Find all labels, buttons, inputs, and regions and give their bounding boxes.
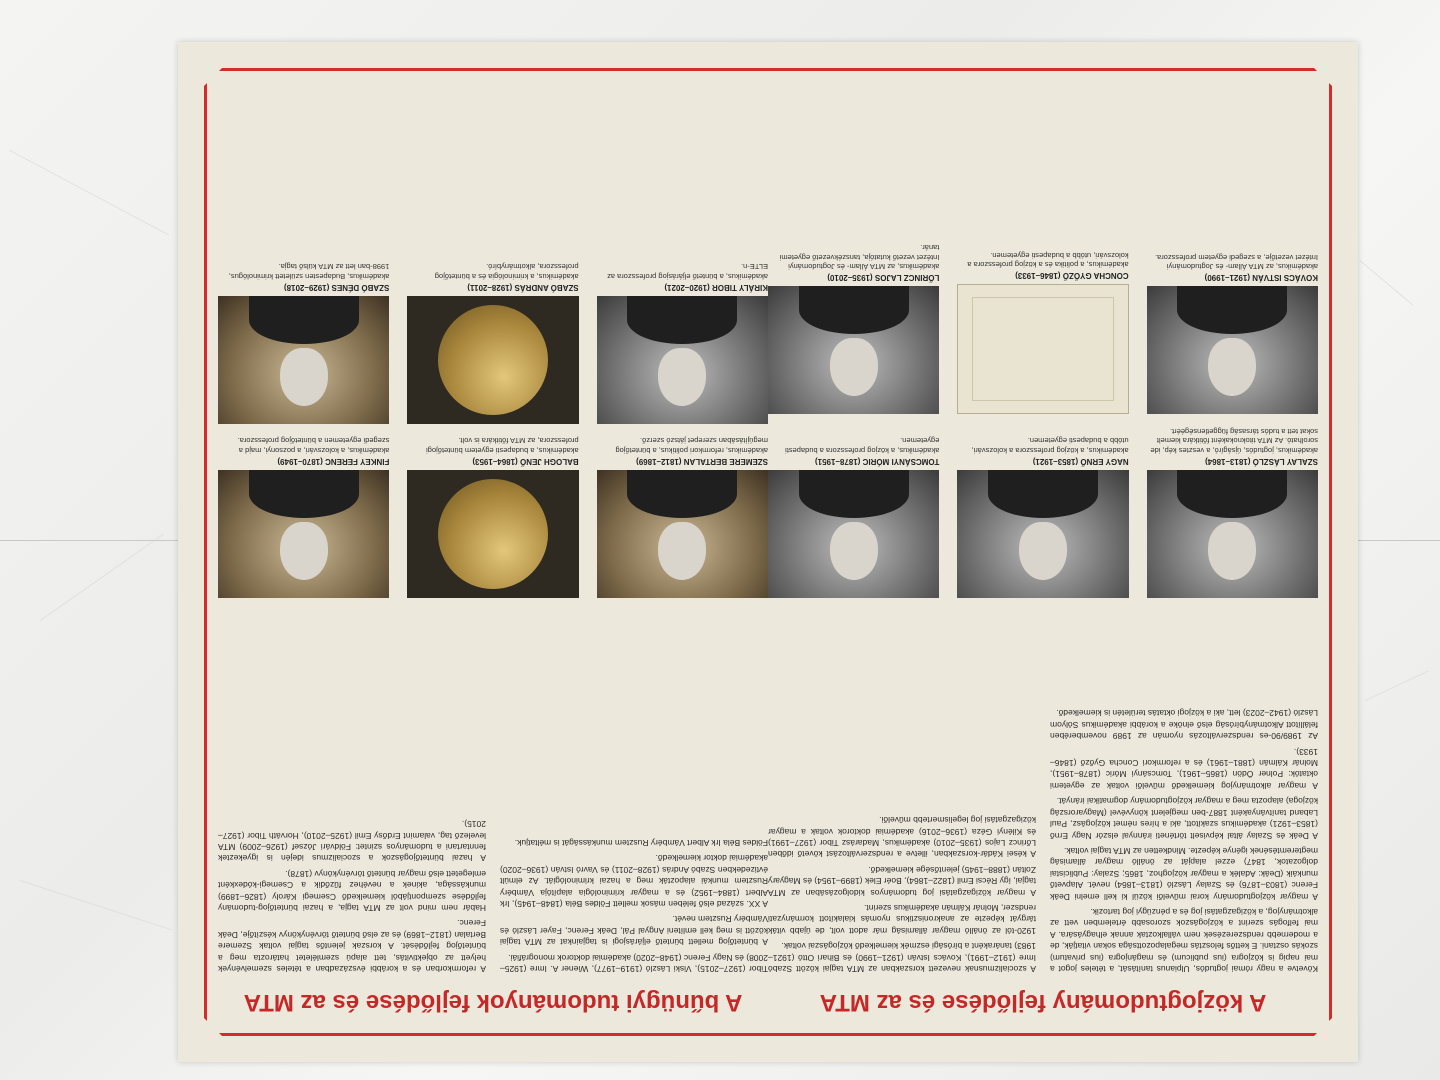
paragraph: Habár nem mind volt az MTA tagja, a hazai büntetőjog-tudomány fejlődése szempontjából kiemelkedő Csemegi Károly (1826–1899) munkássága, akinek a nevéhez fűződik a Csemegi-kódexként emlegetett első magyar büntető törvénykönyv (1878).	[218, 868, 486, 913]
portrait-photo	[957, 470, 1128, 598]
portrait-card	[597, 262, 768, 424]
paragraph: A magyar alkotmányjog kiemelkedő művelői voltak az egyetemi oktatók: Polner Ödön (1865–1961), Tomcsányi Móric (1878–1951), Molnár Kálmán (1881–1961) és a reformkori Concha Győző (1846–1933).	[1050, 746, 1318, 791]
portrait-caption: akadémikus, a politika és a közjog professzora a kolozsvári, utóbb a budapesti egyetemen.	[967, 251, 1129, 270]
portrait-photo	[597, 296, 768, 424]
portrait-card	[957, 427, 1128, 599]
portrait-card	[1147, 243, 1318, 415]
criminal-science-text-column	[500, 614, 768, 974]
portrait-card	[597, 436, 768, 598]
paragraph: A magyar közigazgatási jog tudományos kidolgozásában az MTA tagjai, így Récsi Emil (1822–1864), Boér Elek (1899–1954) és Magyary Zoltán (1888–1945) jelentősége kiemelkedő.	[768, 864, 1036, 898]
portrait-name: LŐRINCZ LAJOS (1935–2010)	[827, 273, 940, 283]
portrait-photo	[597, 470, 768, 598]
portrait-photo	[218, 296, 389, 424]
marble-vein	[10, 150, 169, 235]
paragraph: A magyar közjogtudomány korai művelői közül ki kell emelni Deák Ferenc (1803–1876) és Szalay László (1813–1864) nevét. Alapvető munkáik (Deák: Adalék a magyar közjoghoz, 1865; Szalay: Publicistai dolgozatok, 1847) ezzel alapját az önálló magyar államiság megteremtésének igénye képezte. Mindketten az MTA tagjai voltak.	[1050, 845, 1318, 902]
portrait-name: SZABÓ DÉNES (1929–2018)	[283, 283, 390, 292]
paragraph: A szocializmusnak nevezett korszakban az MTA tagjai között Szabó Imre (1912–1991), Kovács István (1921–1990) és Bihari Ottó (1921–1983) tanáraként a bírósági eszmék kiemelkedő közjogászai voltak.	[768, 941, 1036, 974]
marble-vein	[1359, 260, 1413, 306]
portrait-caption: akadémikus, jogtudós, újságíró, a vesztes kép, ide sorolható. Az MTA titoknokaként főtitkára kiemelt sokat tett a tudós társaság függetlenségéért.	[1150, 427, 1318, 455]
portrait-name: BALOGH JENŐ (1864–1953)	[472, 457, 579, 466]
portrait-photo	[218, 470, 389, 598]
portrait-name: SZALAY LÁSZLÓ (1813–1864)	[1205, 457, 1318, 466]
paragraph: 1920-tól az önálló magyar államiság már adott volt, de újabb viták tárgyát képezte az anakronisztikus nyomás kialakított kormányzati rendszer, Molnár Kálmán akadémikus szerint.	[768, 902, 1036, 936]
paragraph: A Deák és Szalay által képviselt történeti iránnyal elszór Nagy Ernő (1853–1921) akadémikus szakított, aki a híres német közjogász, Paul Laband tanítványaként 1887-ben megjelent könyvével (Magyarország közjoga) alapozta meg a magyar közjogtudomány dogmatikai irányát.	[1050, 796, 1318, 841]
portrait-name: TOMCSÁNYI MÓRIC (1878–1951)	[815, 457, 940, 466]
portrait-card	[218, 262, 389, 424]
portrait-card	[218, 436, 389, 598]
paragraph: Földes Béla Irk Albert Vámbéry Rusztem munkásságát is méltatjuk.	[514, 837, 768, 848]
paragraph: Tibor (1927–2015), Viski László (1919–1977), Wiener A. Imre (1925–2008) és Nagy Ferenc (1948–2020) akadémiai doktorok monográfiái.	[500, 952, 768, 974]
paragraph: Követve a nagy római jogtudós, Ulpianus tanítását, a tételes jogot a mai napig is közjogra (ius publicum) és magánjogra (ius privatum) szokás osztani. E kettős felosztás megalapozottsága sokan vitatják, de a modernebb rendszerezések nem vállalkoztak annak elhagyására. A mai felfogás szerint a közjogászok szorosabb értelemben vett az alkotmányjog, a közigazgatási jog és a pénzügyi jog tartozik.	[1050, 906, 1318, 974]
book-card	[957, 243, 1128, 415]
portrait-name: KIRÁLY TIBOR (1920–2021)	[664, 283, 768, 292]
portrait-caption: akadémikus, a büntető eljárásjog professzora az ELTE-n.	[607, 262, 768, 281]
portrait-caption: akadémikus, reformkori politikus, a büntetőjog megújításában szerepet játszó szerző.	[615, 436, 768, 455]
portrait-name: SZEMERE BERTALAN (1812–1869)	[636, 457, 768, 466]
portrait-name: CONCHA GYŐZŐ (1846–1933)	[1015, 271, 1129, 281]
portrait-photo	[1147, 470, 1318, 598]
paragraph: A XX. század első felében mások mellett Földes Béla (1848–1945), Irk Albert (1884–1952) és a magyar kriminológia alapítója Vámbéry Rusztem munkái alapozták meg a hazai kriminológiát. Az elmúlt évtizedekben Szabó András (1928–2011) és Vavró István (1936–2020) akadémiai doktor kiemelkedő.	[500, 853, 768, 909]
medal-image	[407, 296, 578, 424]
criminal-science-section	[218, 82, 768, 1022]
marble-vein	[1365, 670, 1429, 700]
criminal-science-portrait-grid	[218, 262, 768, 598]
book-cover-image	[957, 285, 1128, 415]
public-law-title: A közjogtudomány fejlődése és az MTA	[819, 989, 1267, 1016]
medal-card	[407, 436, 578, 598]
paragraph: Az 1989/90-es rendszerváltozás nyomán az 1989 novemberében felállított Alkotmánybíróság első elnöke a korábbi akadémikus Sólyom László (1942–2023) lett, aki a közjogi oktatás területén is kiemelkedő.	[1050, 708, 1318, 742]
exhibition-poster	[178, 42, 1358, 1062]
paragraph: A kései Kádár-korszakban, illetve a rendszerváltozást követő időben Lőrincz Lajos (1935–2010) akadémikus, Madarász Tibor (1927–1991) és Kilényi Géza (1936–2016) akadémiai doktorok voltak a magyar közigazgatási jog legelismertebb művelői.	[768, 815, 1036, 860]
portrait-card	[768, 427, 939, 599]
portrait-card	[1147, 427, 1318, 599]
portrait-card	[768, 243, 939, 415]
portrait-caption: akadémikus, a közjog professzora a kolozsvári, utóbb a budapesti egyetemen.	[971, 436, 1129, 455]
medal-image	[407, 470, 578, 598]
marble-vein	[20, 880, 172, 930]
paragraph: A reformkorban és a korábbi évszázadban a tételes szemelvények helyett az objektivitás, tett alapú szemléletet határozta meg a büntetőjog fejlődését. A korszak jelentős tagjai voltak Szemere Bertalan (1812–1869) és az első büntető törvénykönyv készítője, Deák Ferenc.	[218, 918, 486, 974]
portrait-photo	[768, 287, 939, 415]
public-law-portrait-grid	[768, 243, 1318, 598]
portrait-photo	[1147, 287, 1318, 415]
public-law-text-column	[768, 614, 1036, 974]
portrait-name: SZABÓ ANDRÁS (1928–2011)	[467, 283, 579, 292]
portrait-caption: akadémikus, Budapesten született kriminológus, 1998-ban lett az MTA külső tagja.	[228, 262, 390, 281]
paragraph: A hazai büntetőjogászok a szocializmus idején is igyekeztek fenntartani a tudományos szintet: Földvári József (1926–2009) MTA levelező tag, valamint Erdősy Emil (1925–2010), Horváth Tibor (1927–2015).	[218, 819, 486, 864]
public-law-section	[768, 82, 1318, 1022]
criminal-science-title: A bűnügyi tudományok fejlődése és az MTA	[243, 989, 743, 1016]
paragraph: A büntetőjog mellett büntető eljárásjogi is tagjainkat az MTA tagjai között is meg kell említeni Angyal Pál, Deák Ferenc, Fayer László és Vámbéry Rusztem nevét.	[500, 914, 768, 948]
portrait-caption: akadémikus, a kriminológia és a büntetőjog professzora, alkotmánybíró.	[434, 262, 579, 281]
portrait-name: FINKEY FERENC (1870–1949)	[277, 457, 390, 466]
portrait-caption: akadémikus, az MTA Állam- és Jogtudományi Intézet vezetője, a szegedi egyetem professzora.	[1154, 253, 1318, 272]
portrait-name: KOVÁCS ISTVÁN (1921–1990)	[1204, 273, 1318, 283]
portrait-photo	[768, 470, 939, 598]
portrait-caption: akadémikus, az MTA Állam- és Jogtudományi Intézet vezető kutatója, tanszékvezető egyetemi tanár.	[779, 243, 940, 272]
portrait-caption: akadémikus, a közjog professzora a budapesti egyetemen.	[785, 436, 940, 455]
criminal-science-text-column	[218, 614, 486, 974]
medal-card	[407, 262, 578, 424]
portrait-caption: akadémikus, a kolozsvári, a pozsonyi, majd a szegedi egyetemen a büntetőjog professzora.	[237, 436, 390, 455]
portrait-caption: akadémikus, a budapesti egyetem büntetőjogi professzora, az MTA főtitkára is volt.	[426, 436, 579, 455]
marble-vein	[40, 534, 163, 621]
public-law-text-column	[1050, 614, 1318, 974]
portrait-name: NAGY ERNŐ (1853–1921)	[1032, 457, 1129, 466]
